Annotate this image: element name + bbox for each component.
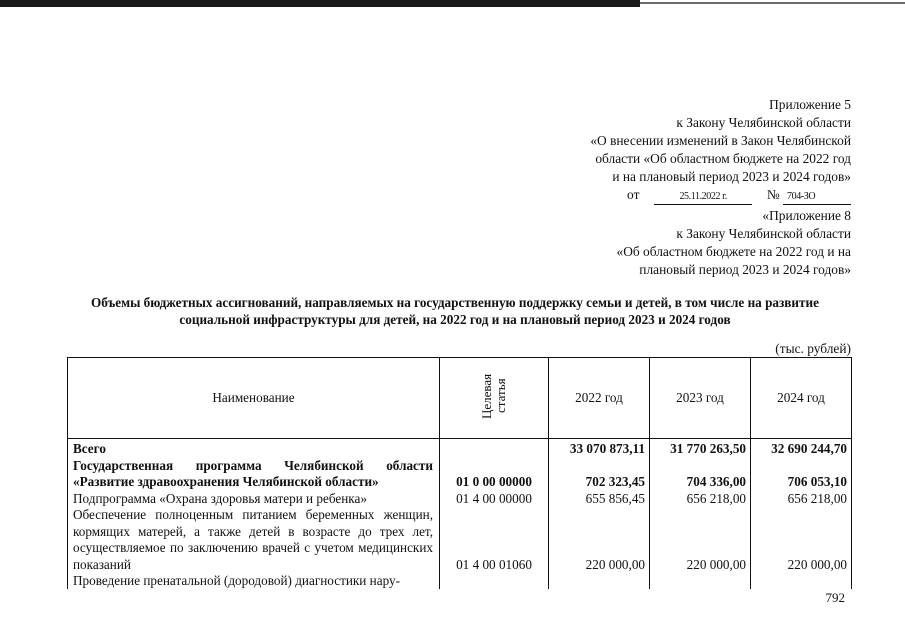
from-label: от [627,187,640,202]
row-name [68,573,440,589]
row-2022: 33 070 873,11 [549,441,650,458]
row-name-text: Проведение пренатальной (дородовой) диагностики нару- [73,573,400,588]
number-label: № [766,187,780,202]
row-2024 [751,573,852,589]
document-title-line: Объемы бюджетных ассигнований, направляемых на государственную поддержку семьи и детей, в том числе на развитие [91,295,819,310]
row-2024: 656 218,00 [751,491,852,508]
row-2023: 704 336,00 [650,458,751,491]
appendix-8-line: «Приложение 8 [762,208,851,223]
row-2022: 220 000,00 [549,507,650,573]
appendix-5-line: области «Об областном бюджете на 2022 год [595,151,851,166]
table-row [68,458,852,491]
appendix-5-line: и на плановый период 2023 и 2024 годов» [612,169,851,184]
row-2024: 220 000,00 [751,507,852,573]
row-code: 01 4 00 00000 [440,491,549,508]
law-date: 25.11.2022 г. [654,190,752,205]
row-name: Государственная программа Челябинской области «Развитие здравоохранения Челябинской области» [68,458,440,491]
row-name: Обеспечение полноценным питанием беременных женщин, кормящих матерей, а также детей в возрасте до трех лет, осуществляемое по заключению врачей с учетом медицинских показаний [68,507,440,573]
row-2022: 655 856,45 [549,491,650,508]
appendix-8-line: «Об областном бюджете на 2022 год и на [616,244,851,259]
row-2023: 656 218,00 [650,491,751,508]
row-code: 01 4 00 01060 [440,507,549,573]
page-number: 792 [825,590,845,605]
appendix-5-line: Приложение 5 [769,97,851,112]
appendix-8-header [617,207,852,279]
budget-table [67,357,852,589]
header-2024: 2024 год [751,358,852,439]
row-2023: 31 770 263,50 [650,441,751,458]
header-2023: 2023 год [650,358,751,439]
law-date-number-line [590,186,851,205]
row-2022: 702 323,45 [549,458,650,491]
header-code [440,358,549,439]
scan-edge-line [640,2,905,4]
document-title [60,294,850,328]
law-number: 704-ЗО [783,190,851,205]
row-code [440,441,549,458]
row-2024: 706 053,10 [751,458,852,491]
row-2024: 32 690 244,70 [751,441,852,458]
row-2023: 220 000,00 [650,507,751,573]
units-label: (тыс. рублей) [775,341,851,356]
appendix-8-line: плановый период 2023 и 2024 годов» [639,262,851,277]
table-row [68,441,852,458]
header-2022: 2022 год [549,358,650,439]
header-name: Наименование [68,358,440,439]
document-title-line: социальной инфраструктуры для детей, на 2022 год и на плановый период 2023 и 2024 годов [179,312,731,327]
appendix-8-line: к Закону Челябинской области [676,226,851,241]
row-name: Всего [68,441,440,458]
row-code: 01 0 00 00000 [440,458,549,491]
row-2023 [650,573,751,589]
row-name: Подпрограмма «Охрана здоровья матери и ребенка» [68,491,440,508]
table-row [68,573,852,589]
table-header-row [68,358,852,439]
appendix-5-line: к Закону Челябинской области [676,115,851,130]
appendix-5-line: «О внесении изменений в Закон Челябинской [590,133,851,148]
scan-edge-bar [0,0,640,7]
appendix-5-header [590,96,851,205]
table-row [68,491,852,508]
row-code [440,573,549,589]
header-code-label: Целевая статья [479,373,508,419]
row-2022 [549,573,650,589]
table-row [68,507,852,573]
